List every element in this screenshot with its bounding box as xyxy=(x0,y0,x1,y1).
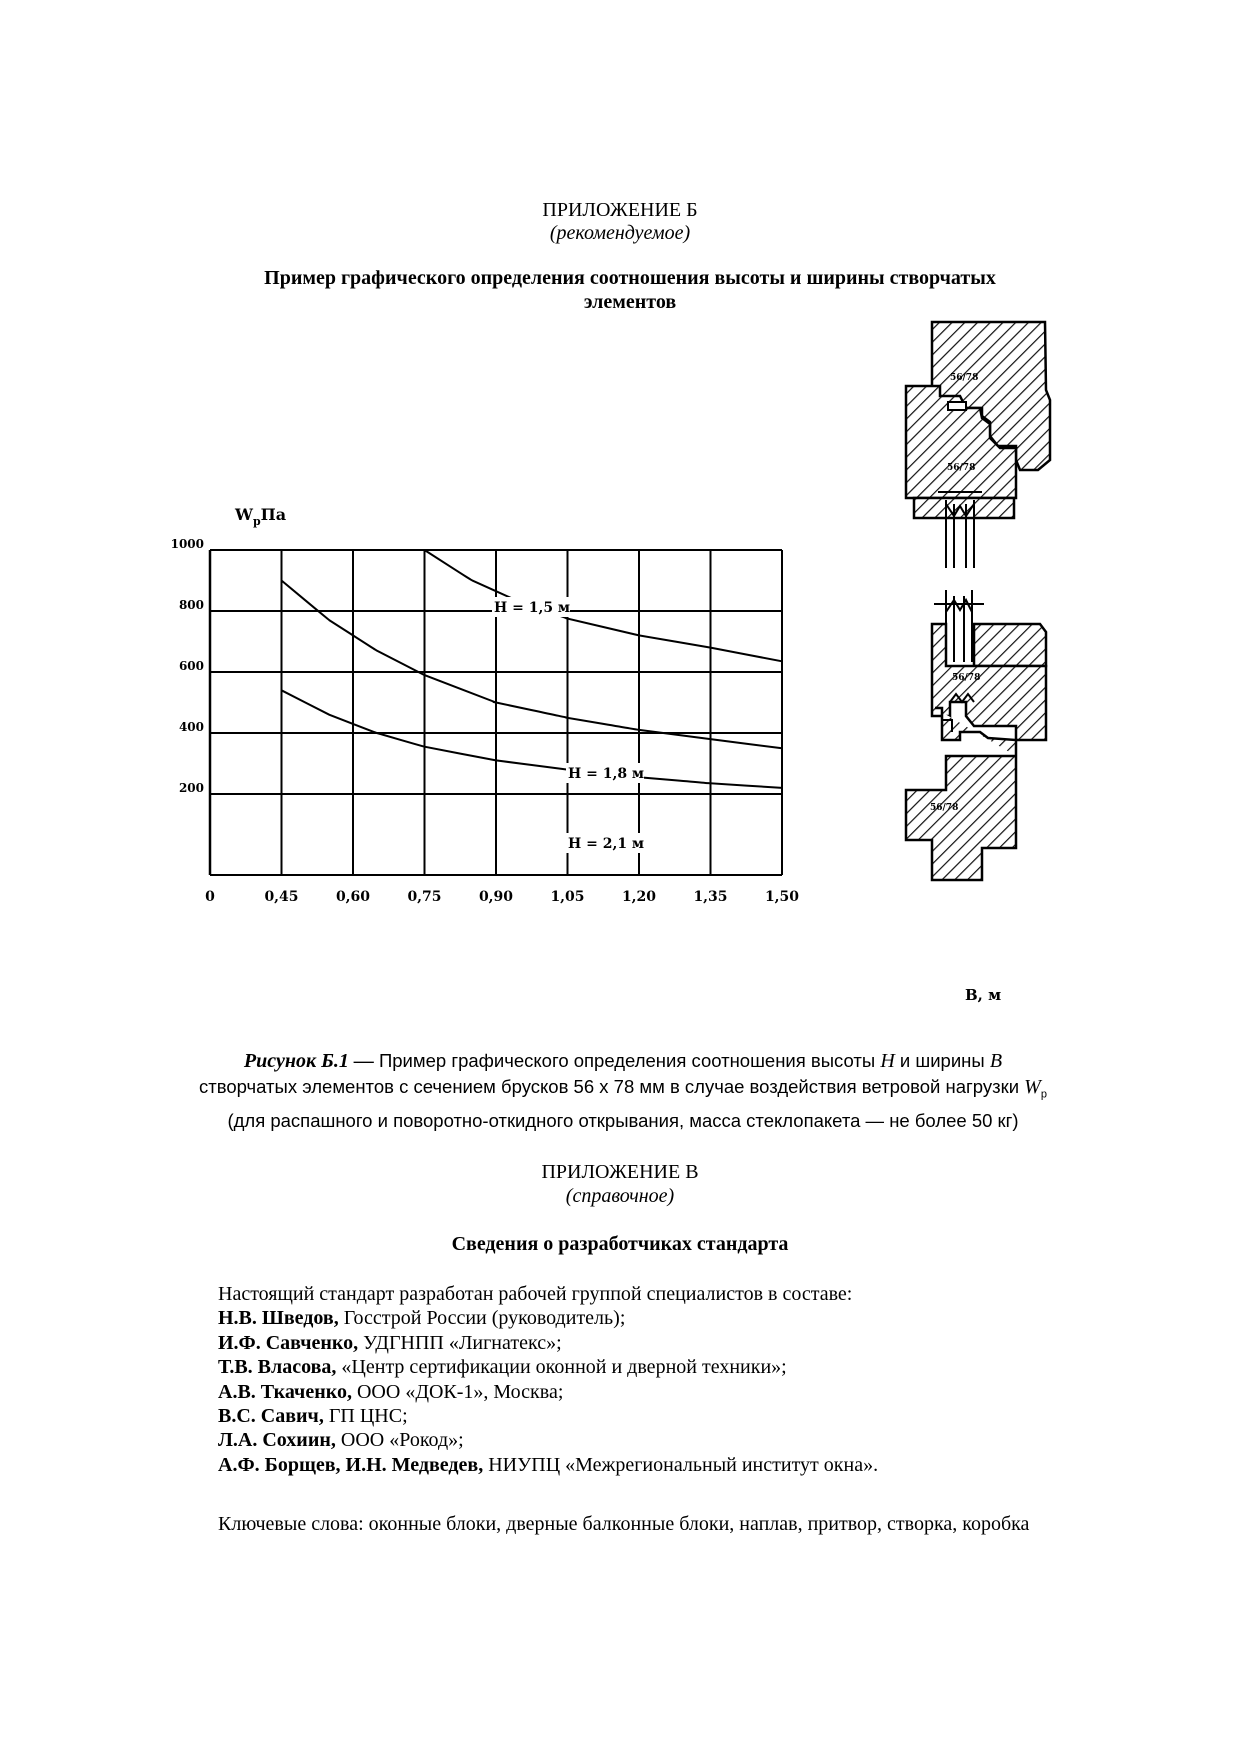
developer-org: ООО «Рокод»; xyxy=(340,1429,464,1452)
appendix-b-title: Пример графического определения соотношения высоты и ширины створчатых элементов xyxy=(264,267,996,313)
developer-name: И.Ф. Савченко, xyxy=(218,1331,359,1354)
figure-b1 xyxy=(170,320,1070,1025)
y-axis-label: $W_pПа$ xyxy=(235,505,287,528)
x-tick-label: 1,50 xyxy=(764,889,800,905)
developer-line xyxy=(218,1355,878,1379)
profile-label-top-frame: 56/78 xyxy=(947,463,976,473)
developer-org: УДГНПП «Лигнатекс»; xyxy=(363,1331,562,1354)
appendix-b-status: (рекомендуемое) xyxy=(549,222,691,244)
x-tick-label: 0,45 xyxy=(264,889,299,905)
x-tick-label: 1,35 xyxy=(693,889,728,905)
chart-curves xyxy=(282,550,783,788)
appendix-c-title: Сведения о разработчиках стандарта xyxy=(451,1233,789,1255)
x-tick-label: 1,05 xyxy=(550,889,585,905)
developer-org: НИУПЦ «Межрегиональный институт окна». xyxy=(488,1453,879,1476)
developer-name: А.В. Ткаченко, xyxy=(218,1380,352,1403)
appendix-b-heading: ПРИЛОЖЕНИЕ Б xyxy=(542,199,698,221)
keywords: Ключевые слова: оконные блоки, дверные балконные блоки, наплав, притвор, створка, коробка xyxy=(218,1513,1030,1535)
developers-intro: Настоящий стандарт разработан рабочей группой специалистов в составе: xyxy=(218,1283,853,1305)
developer-org: Госстрой России (руководитель); xyxy=(343,1307,626,1330)
developer-name: Т.В. Власова, xyxy=(218,1356,337,1379)
chart-labels xyxy=(171,537,800,905)
x-tick-label: 0,75 xyxy=(407,889,442,905)
figure-svg xyxy=(170,320,1070,1020)
developer-line xyxy=(218,1380,878,1404)
x-tick-label: 0,90 xyxy=(478,889,514,905)
series-label: H = 2,1 м xyxy=(568,836,645,852)
profile-label-bottom-frame: 56/78 xyxy=(930,803,959,813)
developer-org: «Центр сертификации оконной и дверной техники»; xyxy=(341,1356,787,1379)
x-tick-label: 1,20 xyxy=(621,889,657,905)
series-label: H = 1,5 м xyxy=(494,600,571,616)
developer-org: ООО «ДОК-1», Москва; xyxy=(356,1380,564,1403)
developer-line xyxy=(218,1404,878,1428)
y-tick-label: 400 xyxy=(178,720,204,734)
x-tick-label: 0,60 xyxy=(335,889,371,905)
wind-load-chart xyxy=(171,505,1002,1004)
y-tick-label: 600 xyxy=(178,659,204,673)
developer-line xyxy=(218,1428,878,1452)
section-top xyxy=(906,322,1050,568)
section-bottom xyxy=(906,590,1046,880)
developer-line xyxy=(218,1306,878,1330)
profile-label-bottom-sash: 56/78 xyxy=(952,673,981,683)
developer-name: А.Ф. Борщев, И.Н. Медведев, xyxy=(218,1453,484,1476)
caption-lead: Рисунок Б.1 — xyxy=(243,1050,374,1072)
developers-block xyxy=(218,1282,878,1477)
curve-series-1 xyxy=(425,550,783,661)
caption-text-4: (для распашного и поворотно-откидного открывания, масса стеклопакета — не более 50 кг) xyxy=(227,1109,1019,1131)
developer-org: ГП ЦНС; xyxy=(328,1405,408,1428)
developer-line xyxy=(218,1331,878,1355)
profile-label-top-sash: 56/78 xyxy=(950,373,979,383)
developer-line xyxy=(218,1453,878,1477)
caption-var-b: B xyxy=(989,1050,1003,1072)
caption-text-3: створчатых элементов с сечением брусков 56 х 78 мм в случае воздействия ветровой нагрузки xyxy=(199,1076,1020,1097)
developer-name: Н.В. Шведов, xyxy=(218,1307,339,1330)
caption-text-1: Пример графического определения соотношения высоты xyxy=(378,1050,876,1071)
y-tick-label: 800 xyxy=(178,598,204,612)
figure-caption xyxy=(188,1048,1058,1133)
x-tick-label: 0 xyxy=(205,889,215,905)
caption-var-w-sub: p xyxy=(1040,1088,1047,1101)
developer-name: Л.А. Сохиин, xyxy=(218,1429,336,1452)
developer-name: В.С. Савич, xyxy=(218,1405,324,1428)
x-axis-label: B, м xyxy=(965,986,1002,1004)
caption-var-w: W xyxy=(1024,1076,1041,1098)
appendix-c-status: (справочное) xyxy=(565,1185,675,1207)
caption-text-2: и ширины xyxy=(899,1050,985,1071)
series-label: H = 1,8 м xyxy=(568,766,645,782)
caption-var-h: H xyxy=(880,1050,895,1072)
appendix-c-heading: ПРИЛОЖЕНИЕ В xyxy=(541,1161,699,1183)
y-tick-label: 1000 xyxy=(170,537,204,551)
y-tick-label: 200 xyxy=(178,781,204,795)
